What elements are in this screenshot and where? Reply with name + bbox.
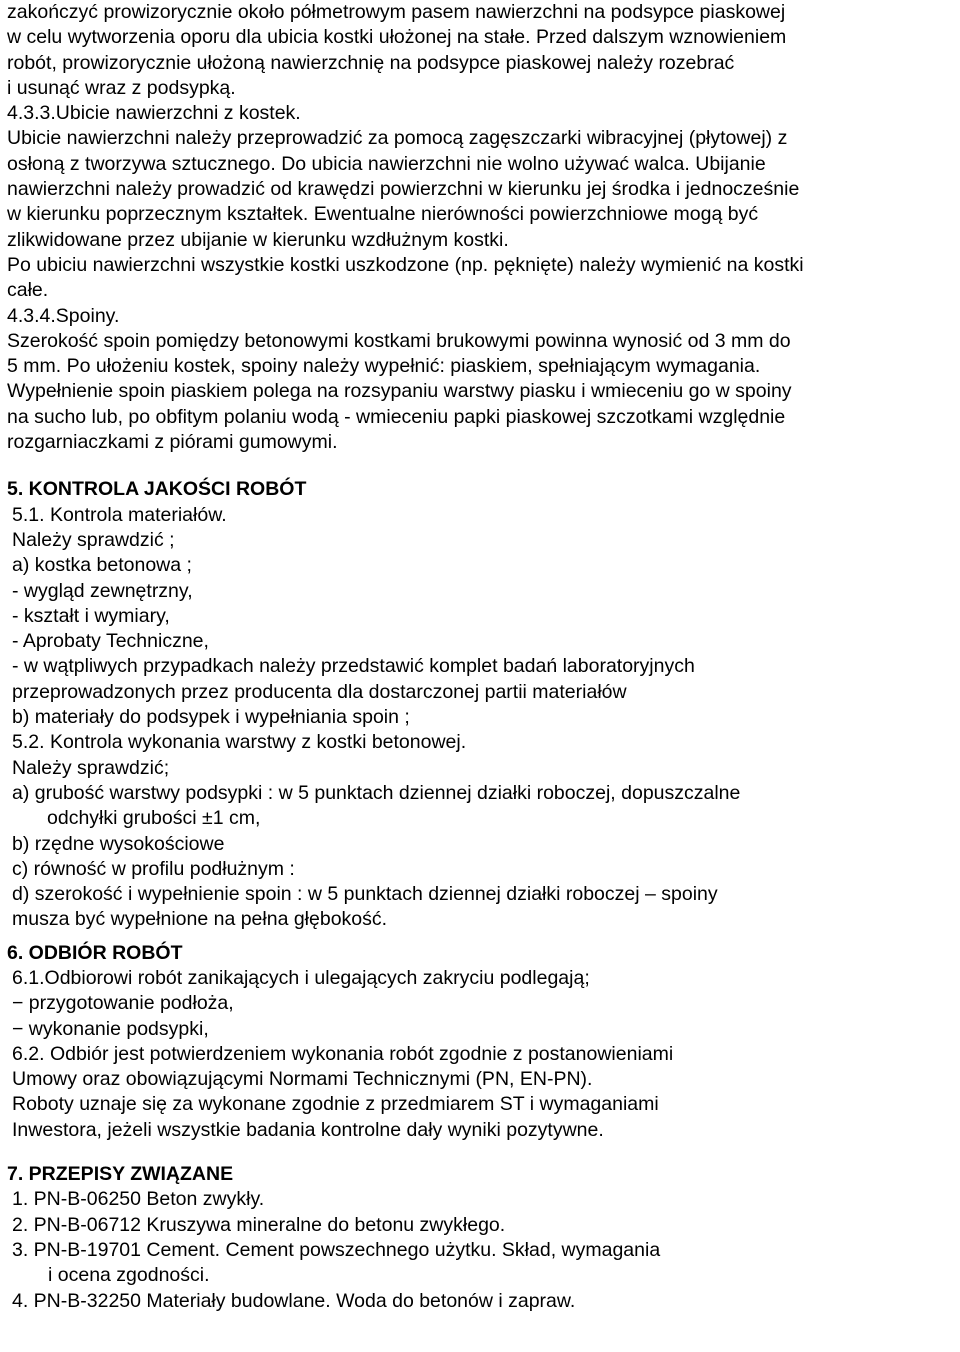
text-line: nawierzchni należy prowadzić od krawędzi powierzchni w kierunku jej środka i jednocześnie	[7, 178, 800, 201]
text-line: Roboty uznaje się za wykonane zgodnie z przedmiarem ST i wymaganiami	[12, 1093, 659, 1116]
text-line: odchyłki grubości ±1 cm,	[47, 807, 261, 830]
subsection-heading-5-1: 5.1. Kontrola materiałów.	[12, 503, 227, 526]
text-line: Po ubiciu nawierzchni wszystkie kostki uszkodzone (np. pęknięte) należy wymienić na kostki	[7, 253, 804, 276]
paragraph-block-4-3	[7, 0, 953, 455]
spacer	[7, 1143, 953, 1162]
text-line: Wypełnienie spoin piaskiem polega na rozsypaniu warstwy piasku i wmieceniu go w spoiny	[7, 380, 792, 403]
text-line: i usunąć wraz z podsypką.	[7, 76, 236, 99]
text-line: Umowy oraz obowiązującymi Normami Technicznymi (PN, EN-PN).	[12, 1068, 593, 1091]
list-item: d) szerokość i wypełnienie spoin : w 5 punktach dziennej działki roboczej – spoiny	[12, 883, 718, 906]
list-item: - kształt i wymiary,	[12, 604, 170, 627]
list-item: - wygląd zewnętrzny,	[12, 579, 193, 602]
text-line: osłoną z tworzywa sztucznego. Do ubicia nawierzchni nie wolno używać walca. Ubijanie	[7, 152, 766, 175]
list-item: - w wątpliwych przypadkach należy przedstawić komplet badań laboratoryjnych	[12, 655, 695, 678]
text-line: robót, prowizorycznie ułożoną nawierzchnię na podsypce piaskowej należy rozebrać	[7, 51, 735, 74]
section-heading: 5. KONTROLA JAKOŚCI ROBÓT	[7, 478, 307, 501]
text-line: całe.	[7, 279, 49, 302]
list-item: 4. PN-B-32250 Materiały budowlane. Woda do betonów i zapraw.	[12, 1289, 576, 1312]
text-line: rozgarniaczkami z piórami gumowymi.	[7, 431, 338, 454]
list-item: − przygotowanie podłoża,	[12, 992, 234, 1015]
section-5	[7, 477, 953, 932]
list-item: a) kostka betonowa ;	[12, 554, 192, 577]
subsection-heading-6-1: 6.1.Odbiorowi robót zanikających i ulegających zakryciu podlegają;	[12, 966, 590, 989]
list-item: b) materiały do podsypek i wypełniania spoin ;	[12, 706, 410, 729]
list-item: 3. PN-B-19701 Cement. Cement powszechnego użytku. Skład, wymagania	[12, 1238, 661, 1261]
text-line: w kierunku poprzecznym kształtek. Ewentualne nierówności powierzchniowe mogą być	[7, 203, 759, 226]
text-line: musza być wypełnione na pełna głębokość.	[12, 908, 388, 931]
text-line: i ocena zgodności.	[48, 1264, 210, 1287]
text-line: Ubicie nawierzchni należy przeprowadzić za pomocą zagęszczarki wibracyjnej (płytowej) z	[7, 127, 788, 150]
subsection-heading-6-2: 6.2. Odbiór jest potwierdzeniem wykonania robót zgodnie z postanowieniami	[12, 1042, 674, 1065]
list-item: − wykonanie podsypki,	[12, 1017, 209, 1040]
text-line: zakończyć prowizorycznie około półmetrowym pasem nawierzchni na podsypce piaskowej	[7, 1, 786, 23]
list-item: b) rzędne wysokościowe	[12, 832, 225, 855]
list-item: 2. PN-B-06712 Kruszywa mineralne do betonu zwykłego.	[12, 1213, 506, 1236]
text-line: 5 mm. Po ułożeniu kostek, spoiny należy wypełnić: piaskiem, spełniającym wymagania.	[7, 355, 761, 378]
text-line: Należy sprawdzić;	[12, 756, 170, 779]
text-line: na sucho lub, po obfitym polaniu wodą - wmieceniu papki piaskowej szczotkami względnie	[7, 405, 786, 428]
text-line: w celu wytworzenia oporu dla ubicia kostki ułożonej na stałe. Przed dalszym wznowieniem	[7, 26, 787, 49]
subsection-heading-5-2: 5.2. Kontrola wykonania warstwy z kostki betonowej.	[12, 731, 467, 754]
list-item: a) grubość warstwy podsypki : w 5 punktach dziennej działki roboczej, dopuszczalne	[12, 781, 741, 804]
section-heading: 7. PRZEPISY ZWIĄZANE	[7, 1163, 234, 1186]
list-item: 1. PN-B-06250 Beton zwykły.	[12, 1188, 265, 1211]
list-item: c) równość w profilu podłużnym :	[12, 857, 295, 880]
document-page	[7, 0, 953, 1314]
text-line: przeprowadzonych przez producenta dla dostarczonej partii materiałów	[12, 680, 627, 703]
text-line: Należy sprawdzić ;	[12, 528, 175, 551]
section-7	[7, 1162, 953, 1314]
list-item: - Aprobaty Techniczne,	[12, 630, 209, 653]
subsection-heading-4-3-3: 4.3.3.Ubicie nawierzchni z kostek.	[7, 102, 301, 125]
spacer	[7, 455, 953, 477]
text-line: zlikwidowane przez ubijanie w kierunku wzdłużnym kostki.	[7, 228, 509, 251]
subsection-heading-4-3-4: 4.3.4.Spoiny.	[7, 304, 120, 327]
text-line: Inwestora, jeżeli wszystkie badania kontrolne dały wyniki pozytywne.	[12, 1118, 604, 1141]
section-heading: 6. ODBIÓR ROBÓT	[7, 941, 183, 964]
section-6	[7, 941, 953, 1143]
text-line: Szerokość spoin pomiędzy betonowymi kostkami brukowymi powinna wynosić od 3 mm do	[7, 329, 791, 352]
